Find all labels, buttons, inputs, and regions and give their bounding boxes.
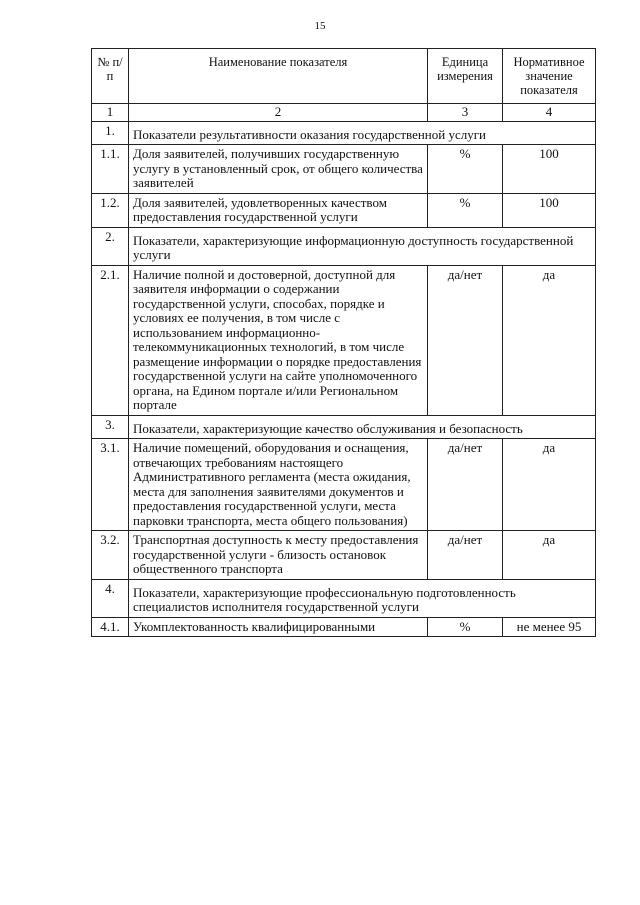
indicator-value: 100 <box>503 145 596 194</box>
section-row <box>92 579 596 617</box>
column-number: 1 <box>92 104 129 122</box>
indicator-value: да <box>503 531 596 580</box>
indicator-unit: % <box>428 145 503 194</box>
row-number: 4. <box>92 579 129 617</box>
page-number: 15 <box>314 20 326 32</box>
indicator-name: Укомплектованность квалифицированными <box>129 617 428 637</box>
section-row <box>92 227 596 265</box>
indicator-name: Доля заявителей, получивших государственную услугу в установленный срок, от общего количества заявителей <box>129 145 428 194</box>
header-value: Нормативное значение показателя <box>503 49 596 104</box>
section-title: Показатели, характеризующие информационную доступность государственной услуги <box>129 227 596 265</box>
indicator-unit: да/нет <box>428 265 503 415</box>
indicator-name: Доля заявителей, удовлетворенных качеством предоставления государственной услуги <box>129 193 428 227</box>
header-num: № п/п <box>92 49 129 104</box>
indicator-value: да <box>503 265 596 415</box>
row-number: 1.1. <box>92 145 129 194</box>
indicator-unit: % <box>428 193 503 227</box>
row-number: 1.2. <box>92 193 129 227</box>
column-number: 2 <box>129 104 428 122</box>
indicators-table <box>91 48 596 637</box>
indicator-row <box>92 617 596 637</box>
indicator-name: Транспортная доступность к месту предоставления государственной услуги - близость остановок общественного транспорта <box>129 531 428 580</box>
indicator-name: Наличие полной и достоверной, доступной для заявителя информации о содержании государственной услуги, способах, порядке и условиях ее получения, в том числе с использованием информационно-телекоммуникационных технологий, в том числе размещение информации о порядке предоставления государственной услуги на сайте уполномоченного органа, на Едином портале и/или Региональном портале <box>129 265 428 415</box>
header-name: Наименование показателя <box>129 49 428 104</box>
row-number: 3.1. <box>92 439 129 531</box>
indicator-value: да <box>503 439 596 531</box>
indicator-value: не менее 95 <box>503 617 596 637</box>
column-number: 3 <box>428 104 503 122</box>
row-number: 2.1. <box>92 265 129 415</box>
indicator-value: 100 <box>503 193 596 227</box>
indicator-row <box>92 193 596 227</box>
indicator-row <box>92 439 596 531</box>
indicator-name: Наличие помещений, оборудования и оснащения, отвечающих требованиям настоящего Административного регламента (места ожидания, места для заполнения заявителями документов и предоставления государственной услуги, места парковки транспорта, места общего пользования) <box>129 439 428 531</box>
indicator-unit: да/нет <box>428 439 503 531</box>
column-number: 4 <box>503 104 596 122</box>
section-row <box>92 121 596 145</box>
section-title: Показатели, характеризующие качество обслуживания и безопасность <box>129 415 596 439</box>
row-number: 3. <box>92 415 129 439</box>
section-title: Показатели, характеризующие профессиональную подготовленность специалистов исполнителя государственной услуги <box>129 579 596 617</box>
indicator-unit: да/нет <box>428 531 503 580</box>
indicator-row <box>92 531 596 580</box>
indicator-row <box>92 265 596 415</box>
indicator-unit: % <box>428 617 503 637</box>
table-header-row <box>92 49 596 104</box>
row-number: 3.2. <box>92 531 129 580</box>
section-row <box>92 415 596 439</box>
table-body <box>92 121 596 637</box>
column-numbers-row <box>92 104 596 122</box>
row-number: 1. <box>92 121 129 145</box>
indicator-row <box>92 145 596 194</box>
row-number: 2. <box>92 227 129 265</box>
row-number: 4.1. <box>92 617 129 637</box>
header-unit: Единица измерения <box>428 49 503 104</box>
section-title: Показатели результативности оказания государственной услуги <box>129 121 596 145</box>
